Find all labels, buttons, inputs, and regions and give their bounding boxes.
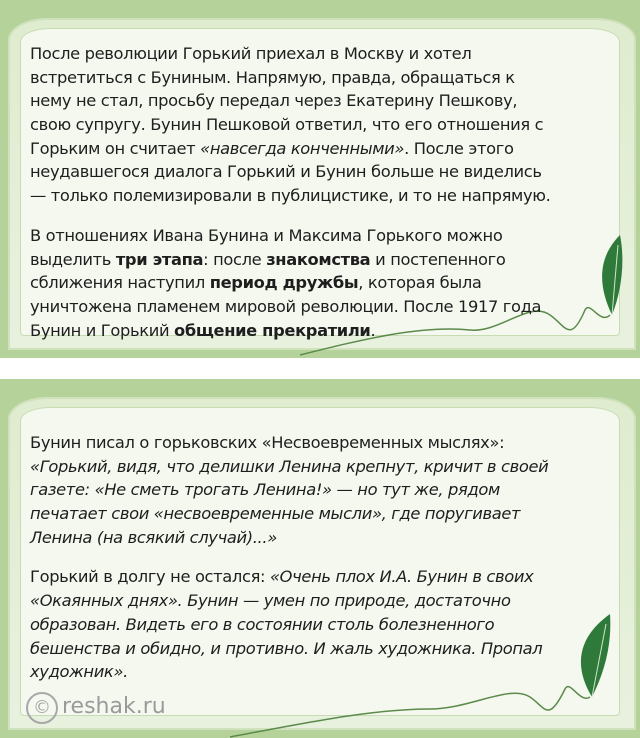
text-line: неудавшегося диалога Горький и Бунин больше не виделись — [30, 162, 542, 182]
text-line: Бунин писал о горьковских «Несвоевременных мыслях»: — [30, 433, 505, 452]
text-line — [30, 248, 630, 272]
quote-italic: бешенства и обидно, и противно. И жаль художника. Пропал — [30, 638, 543, 658]
quote-italic: газете: «Не сметь трогать Ленина!» — но тут же, рядом — [30, 480, 500, 500]
text: Бунин и Горький — [30, 320, 175, 340]
bold-term: знакомства — [266, 249, 371, 269]
text-line — [30, 271, 630, 295]
quote-italic: художник». — [30, 662, 128, 682]
text-line: свою супругу. Бунин Пешковой ответил, что его отношения с — [30, 115, 544, 135]
quote-italic: Ленина (на всякий случай)...» — [30, 527, 277, 547]
bold-term: три этапа — [115, 249, 204, 269]
text-line: встретиться с Буниным. Напрямую, правда, обращаться к — [30, 67, 515, 87]
bold-term: период дружбы — [209, 273, 359, 293]
quote-line — [30, 502, 630, 526]
text: Горьким он считает — [30, 138, 201, 158]
paragraph-group — [30, 431, 630, 684]
text-line: нему не стал, просьбу передал через Екатерину Пешкову, — [30, 91, 518, 111]
text-line: В отношениях Ивана Бунина и Максима Горького можно — [30, 225, 503, 245]
paragraph-group — [30, 42, 630, 342]
quote-line — [30, 478, 630, 502]
quote-line — [30, 613, 630, 637]
watermark: reshak.ru — [62, 694, 166, 719]
text: и постепенного — [370, 249, 506, 269]
text: : после — [203, 249, 267, 269]
text-card-1 — [0, 0, 640, 358]
text-card-2 — [0, 379, 640, 738]
text-line — [30, 319, 630, 343]
quote-line — [30, 526, 630, 550]
quote-line — [30, 589, 630, 613]
quote-line — [30, 660, 630, 684]
quote-italic: образован. Видеть его в состоянии столь болезненного — [30, 614, 495, 634]
text-line — [30, 565, 630, 589]
text-line: — только полемизировали в публицистике, и то не напрямую. — [30, 186, 551, 206]
text: Горький в долгу не остался: — [30, 567, 270, 587]
quote-line — [30, 455, 630, 479]
text: . — [370, 320, 376, 340]
bold-term: общение прекратили — [174, 320, 371, 340]
text: сближения наступил — [30, 273, 210, 293]
text-line — [30, 137, 630, 161]
text-line: После революции Горький приехал в Москву и хотел — [30, 44, 472, 63]
copyright-icon: © — [26, 692, 58, 724]
quote-italic: «Окаянных днях». Бунин — умен по природе, достаточно — [30, 591, 511, 611]
text-line: уничтожена пламенем мировой революции. После 1917 года — [30, 296, 542, 316]
quote-italic: «Очень плох И.А. Бунин в своих — [269, 567, 534, 587]
quote-line — [30, 637, 630, 661]
text: , которая была — [358, 273, 482, 293]
quote-italic: «навсегда конченными» — [200, 138, 405, 158]
text: выделить — [30, 249, 116, 269]
quote-italic: «Горький, видя, что делишки Ленина крепнут, кричит в своей — [30, 456, 549, 476]
quote-italic: печатает свои «несвоевременные мысли», где поругивает — [30, 504, 521, 524]
text: . После этого — [404, 138, 514, 158]
